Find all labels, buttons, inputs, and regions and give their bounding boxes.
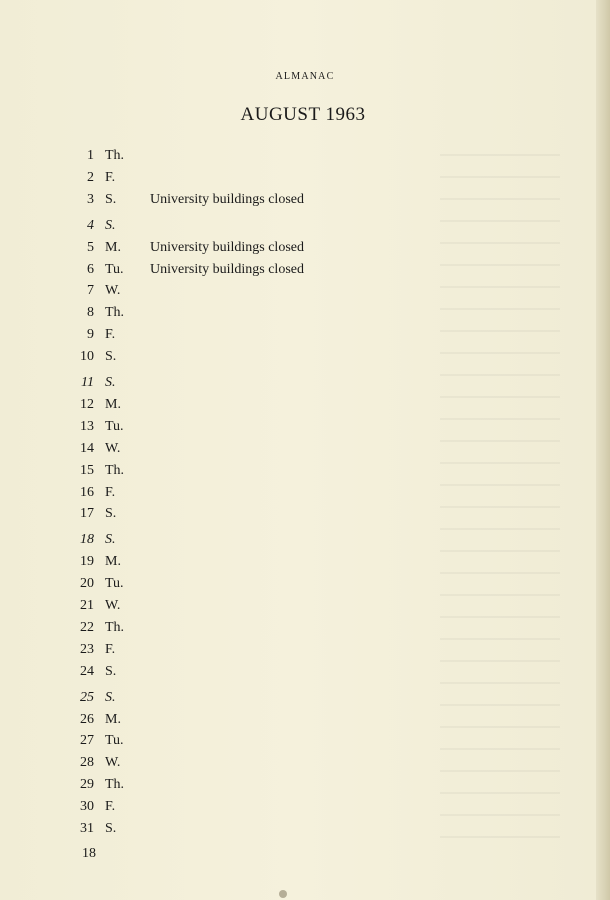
day-number: 10 (80, 349, 94, 365)
weekday-abbrev: S. (105, 375, 116, 390)
day-number: 29 (80, 777, 94, 793)
weekday-abbrev: Th. (105, 619, 125, 635)
day-number: 1 (87, 148, 94, 163)
weekday-abbrev: F. (105, 799, 116, 815)
day-number: 3 (87, 191, 94, 207)
weekday-abbrev: M. (105, 711, 121, 727)
weekday-abbrev: F. (105, 484, 116, 500)
event-text: University buildings closed (150, 261, 304, 277)
day-number: 9 (87, 327, 94, 343)
day-number: 5 (87, 239, 94, 255)
weekday-abbrev: S. (105, 217, 116, 233)
day-number: 8 (87, 305, 94, 321)
day-number: 15 (80, 462, 94, 478)
day-number: 20 (80, 576, 94, 592)
weekday-abbrev: W. (105, 283, 121, 299)
day-number: 14 (80, 440, 94, 456)
weekday-abbrev: W. (105, 598, 121, 613)
day-number: 4 (87, 217, 94, 233)
show-through-text (440, 140, 560, 840)
day-number: 11 (81, 375, 94, 390)
day-number: 22 (80, 619, 94, 635)
weekday-abbrev: Tu. (105, 576, 124, 592)
weekday-abbrev: Th. (105, 148, 125, 163)
day-number: 25 (80, 689, 94, 705)
page-title: AUGUST 1963 (240, 104, 366, 125)
running-head: ALMANAC (275, 71, 335, 82)
weekday-abbrev: W. (105, 755, 121, 771)
weekday-abbrev: S. (105, 506, 117, 522)
weekday-abbrev: S. (105, 689, 116, 705)
day-number: 31 (80, 821, 94, 836)
day-number: 12 (80, 396, 94, 412)
day-number: 13 (80, 418, 94, 434)
weekday-abbrev: Th. (105, 305, 125, 321)
weekday-abbrev: Th. (105, 777, 125, 793)
event-text: University buildings closed (150, 239, 304, 255)
weekday-abbrev: M. (105, 239, 121, 255)
weekday-abbrev: F. (105, 169, 116, 185)
event-text: University buildings closed (150, 191, 304, 207)
day-number: 23 (80, 641, 94, 657)
weekday-abbrev: Tu. (105, 261, 124, 277)
day-number: 17 (80, 506, 94, 522)
day-number: 18 (80, 532, 94, 548)
weekday-abbrev: S. (105, 191, 117, 207)
weekday-abbrev: Tu. (105, 418, 124, 434)
binding-dot (279, 890, 287, 898)
day-number: 21 (80, 598, 94, 613)
day-number: 26 (80, 711, 94, 727)
page-edge (596, 0, 610, 900)
weekday-abbrev: Tu. (105, 733, 124, 749)
weekday-abbrev: S. (105, 349, 117, 365)
day-number: 2 (87, 169, 94, 185)
day-number: 24 (80, 663, 94, 679)
weekday-abbrev: F. (105, 327, 116, 343)
weekday-abbrev: S. (105, 663, 117, 679)
day-number: 7 (87, 283, 94, 299)
day-number: 19 (80, 554, 94, 570)
weekday-abbrev: F. (105, 641, 116, 657)
day-number: 6 (87, 261, 94, 277)
weekday-abbrev: W. (105, 440, 121, 456)
day-number: 28 (80, 755, 94, 771)
weekday-abbrev: Th. (105, 462, 125, 478)
page-number: 18 (82, 846, 96, 861)
day-number: 16 (80, 484, 94, 500)
weekday-abbrev: M. (105, 396, 121, 412)
weekday-abbrev: M. (105, 554, 121, 570)
weekday-abbrev: S. (105, 821, 117, 836)
day-number: 27 (80, 733, 94, 749)
weekday-abbrev: S. (105, 532, 116, 548)
day-number: 30 (80, 799, 94, 815)
